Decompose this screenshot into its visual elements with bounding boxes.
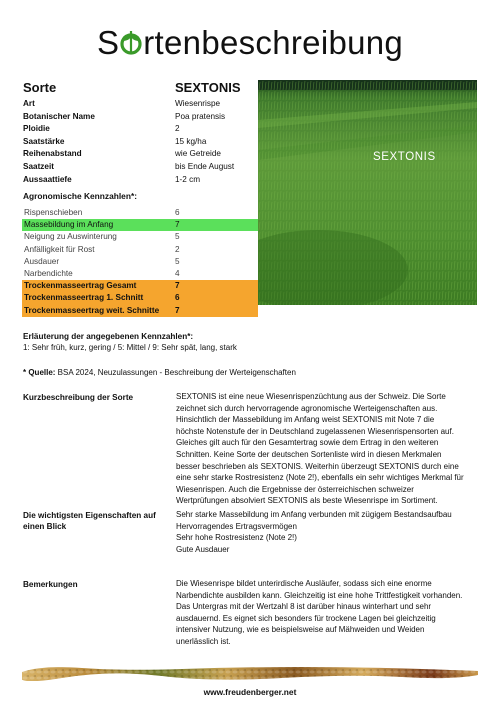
key-features-text [176,509,466,555]
short-description-label: Kurzbeschreibung der Sorte [23,393,134,402]
agronomic-row [22,244,258,256]
title-suffix: rtenbeschreibung [143,24,404,61]
variety-name: SEXTONIS [175,80,241,95]
fact-value: wie Getreide [175,149,221,159]
fact-key: Ploidie [23,124,50,134]
fact-row [23,162,258,175]
agronomic-key: Trockenmasseertrag weit. Schnitte [24,305,160,315]
fact-value: Wiesenrispe [175,99,221,108]
text-line: ausdauernd. Es eignet sich besonders für trockene Lagen bei gleichzeitig [176,613,436,623]
fact-row [23,137,258,150]
agronomic-row [22,268,258,280]
agronomic-value: 6 [175,208,180,217]
text-line: besser beschrieben als SEXTONIS. Weiterhin überzeugt SEXTONIS durch eine [176,461,459,471]
page-title [0,24,500,62]
fact-key: Aussaattiefe [23,174,72,184]
fact-value: 1-2 cm [175,174,201,184]
text-line: Hinsichtlich der Massebildung im Anfang weist SEXTONIS mit Note 7 die [176,415,435,425]
agronomic-row [22,207,258,219]
text-line: Die Wiesenrispe bildet unterirdische Ausläufer, sodass sich eine enorme [176,579,432,588]
fact-row [23,149,258,162]
text-line: Das Untergras mit der Wertzahl 8 ist darüber hinaus winterhart und sehr [176,602,432,612]
text-line: Wiesenrispen. Auch die Ergebnisse der österreichischen schweizer [176,484,414,494]
remarks-text [176,578,466,648]
variety-label: Sorte [23,80,57,95]
text-line: Schnitten. Keine Sorte der deutschen Sortenliste wird in diesen Merkmalen [176,449,442,459]
agronomic-value: 4 [175,268,180,278]
fact-value: 2 [175,124,180,134]
agronomic-key: Rispenschieben [24,208,83,217]
source-label: * Quelle: [23,368,56,377]
grass-field-photo [258,80,477,305]
agronomic-row-highlight-orange [22,305,258,317]
agronomic-row [22,231,258,243]
text-line: höchste Notenstufe der in Deutschland zugelassenen Wiesenrispensorten auf. [176,426,454,436]
fact-key: Botanischer Name [23,111,95,121]
remarks-label: Bemerkungen [23,580,78,589]
clover-o-icon [119,27,143,57]
fact-key: Saatstärke [23,136,65,146]
fact-value: bis Ende August [175,161,235,171]
text-line: Sehr hohe Rostresistenz (Note 2!) [176,533,297,543]
agronomic-row-highlight-green [22,219,258,231]
grass-field-image [258,80,477,305]
legend-heading: Erläuterung der angegebenen Kennzahlen*: [23,332,194,341]
agronomic-value: 7 [175,281,180,291]
fact-row [23,175,258,188]
source-text: BSA 2024, Neuzulassungen - Beschreibung der Werteigenschaften [55,368,296,377]
agronomic-key: Anfälligkeit für Rost [24,244,95,254]
agronomic-value: 7 [175,305,180,315]
footer-url: www.freudenberger.net [203,687,297,697]
agronomic-value: 2 [175,244,180,254]
text-line: Sehr starke Massebildung im Anfang verbunden mit zügigem Bestandsaufbau [176,510,452,519]
seed-band-decoration [22,663,478,681]
variety-row [23,80,253,98]
fact-key: Art [23,99,35,108]
agronomic-value: 6 [175,293,180,303]
fact-row [23,124,258,137]
title-prefix: S [96,24,120,61]
text-line: Hervorragendes Ertragsvermögen [176,521,297,531]
agronomic-key: Massebildung im Anfang [24,220,114,230]
photo-caption: SEXTONIS [373,151,436,163]
agronomic-row-highlight-orange [22,292,258,304]
text-line: Gute Ausdauer [176,544,230,554]
text-line: SEXTONIS ist eine neue Wiesenrispenzüchtung aus der Schweiz. Die Sorte [176,392,446,401]
agronomic-key: Trockenmasseertrag 1. Schnitt [24,293,144,303]
agronomic-key: Trockenmasseertrag Gesamt [24,281,137,291]
legend-text: 1: Sehr früh, kurz, gering / 5: Mittel / 9: Sehr spät, lang, stark [23,343,237,352]
fact-key: Saatzeit [23,161,54,171]
text-line: eine sehr starke Rostresistenz (Note 2!), ebenfalls ein sehr wichtiges Merkmal für [176,473,464,483]
short-description-text [176,391,466,507]
fact-row [23,112,258,125]
agronomic-table [22,207,258,317]
key-features-label: Die wichtigsten Eigenschaften auf einen Blick [23,511,156,531]
text-line: Gleiches gilt auch für den Gesamtertrag sowie dem Ertrag in den weiteren [176,438,439,448]
agronomic-value: 5 [175,256,180,266]
agronomic-row-highlight-orange [22,280,258,292]
text-line: Narbendichte ausbilden kann. Gleichzeitig ist eine hohe Trittfestigkeit vorhanden. [176,590,463,600]
agronomic-heading: Agronomische Kennzahlen*: [23,191,138,201]
agronomic-row [22,256,258,268]
agronomic-key: Narbendichte [24,268,73,278]
fact-value: Poa pratensis [175,111,226,121]
fact-key: Reihenabstand [23,149,82,159]
text-line: unerlässlich ist. [176,636,231,646]
fact-value: 15 kg/ha [175,136,207,146]
agronomic-value: 7 [175,220,180,230]
source-line [23,368,296,377]
facts-table [23,99,258,187]
text-line: Wertprüfungen absolviert SEXTONIS als beste Wiesenrispe im Sortiment. [176,496,438,506]
agronomic-key: Ausdauer [24,256,60,266]
text-line: zeichnet sich durch hervorragende agronomische Werteigenschaften aus. [176,403,438,413]
text-line: intensiver Nutzung, wie es beispielsweise auf Mähweiden und Weiden [176,625,425,635]
agronomic-key: Neigung zu Auswinterung [24,232,117,242]
agronomic-value: 5 [175,232,180,242]
fact-row [23,99,258,112]
